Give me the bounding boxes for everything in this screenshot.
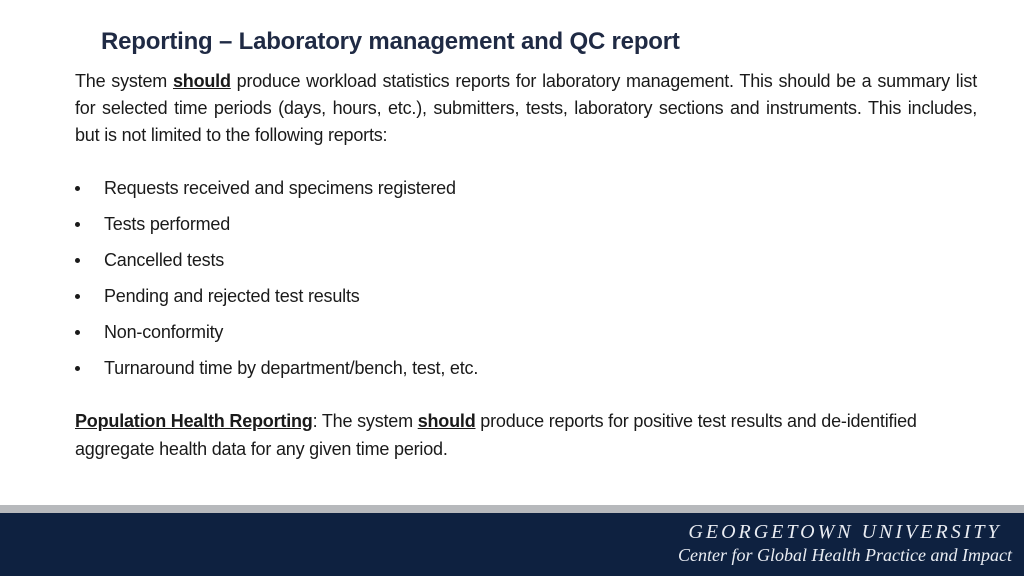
intro-text-before: The system — [75, 71, 173, 91]
population-emphasis: should — [417, 411, 476, 431]
footer-divider — [0, 505, 1024, 513]
page-title: Reporting – Laboratory management and QC report — [101, 28, 680, 55]
list-item-text: Non-conformity — [104, 322, 224, 342]
list-item-text: Tests performed — [104, 214, 231, 234]
bullet-icon — [75, 258, 80, 263]
intro-text-after: produce workload statistics reports for laboratory management. This should be a summary list for selected time periods (days, hours, etc.), submitters, tests, laboratory sections and instruments. This includes, but is not limited to the following reports: — [75, 71, 978, 145]
list-item-text: Pending and rejected test results — [104, 286, 360, 306]
intro-emphasis: should — [172, 71, 231, 91]
population-text-colon: : The system — [312, 411, 418, 431]
footer-bar — [0, 513, 1024, 576]
bullet-icon — [75, 330, 80, 335]
list-item-text: Requests received and specimens registered — [104, 178, 456, 198]
bullet-icon — [75, 366, 80, 371]
list-item-text: Turnaround time by department/bench, test, etc. — [104, 358, 479, 378]
bullet-icon — [75, 186, 80, 191]
university-name: GEORGETOWN UNIVERSITY — [688, 521, 1002, 543]
georgetown-logo — [678, 521, 1012, 567]
population-text-after: produce reports for positive test results and de-identified aggregate health data for any given time period. — [75, 411, 917, 459]
bullet-icon — [75, 222, 80, 227]
intro-paragraph — [75, 68, 977, 149]
bullet-icon — [75, 294, 80, 299]
population-label: Population Health Reporting — [75, 411, 313, 431]
list-item-text: Cancelled tests — [104, 250, 225, 270]
population-paragraph — [75, 407, 975, 463]
center-name: Center for Global Health Practice and Impact — [678, 545, 1012, 565]
